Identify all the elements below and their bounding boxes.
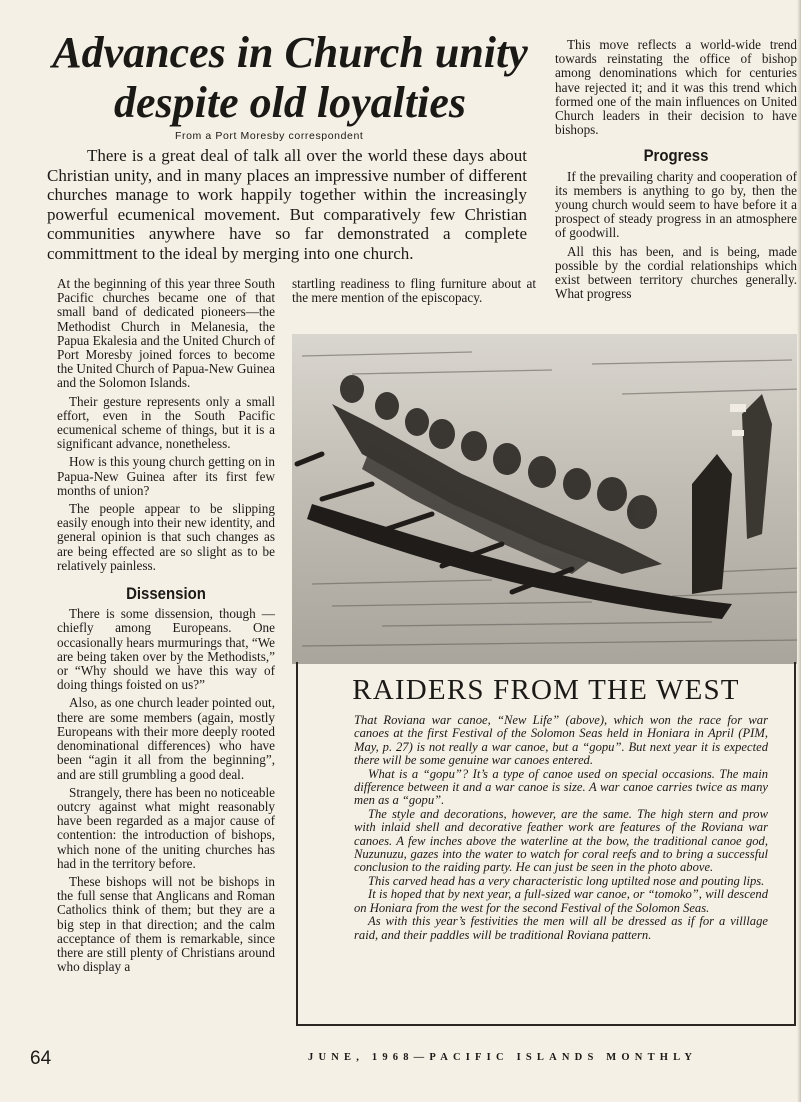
headline: [40, 28, 540, 128]
subhead-progress: Progress: [643, 146, 709, 166]
paragraph: Strangely, there has been no noticeable outcry against what might reasonably have been regarded as a major cause of contention: the introduction of bishops, which none of the uniting churches has had in the territory before.: [57, 784, 275, 871]
headline-line-2: despite old loyalties: [114, 78, 466, 127]
headline-line-1: Advances in Church unity: [52, 28, 528, 77]
paragraph: This move reflects a world-wide trend towards reinstating the office of bishop among denominations which for centuries have rejected it; and it was this trend which formed one of the main influences on United Church leaders in their decision to have bishops.: [555, 37, 797, 138]
paragraph: At the beginning of this year three South Pacific churches became one of that small band of dedicated pioneers—the Methodist Church in Melanesia, the Papua Ekalesia and the United Church of Port Moresby joined forces to become the United Church of Papua-New Guinea and the Solomon Islands.: [57, 276, 275, 391]
paragraph: If the prevailing charity and cooperation of its members is anything to go by, then the young church would seem to have before it a prospect of steady progress in an atmosphere of goodwill.: [555, 168, 797, 241]
paragraph: Also, as one church leader pointed out, there are some members (again, mostly Europeans with their more deeply rooted denominational differences) who have been “agin it all from the beginning”, and are still grumbling a good deal.: [57, 695, 275, 782]
standfirst: There is a great deal of talk all over the world these days about Christian unity, and in many places an impressive number of different churches manage to work happily together within the increasingly powerful ecumenical movement. But comparatively few Christian communities anywhere have so far demonstrated a complete committment to the ideal by merging into one church.: [47, 146, 527, 263]
caption-paragraph: The style and decorations, however, are the same. The high stern and prow with inlaid shell and decorative feather work are features of the Roviana war canoes. A few inches above the waterline at the bow, the traditional canoe god, Nuzunuzu, gazes into the water to watch for coral reefs and to bring a successful conclusion to the raiding party. He can just be seen in the photo above.: [354, 806, 768, 875]
column-3: [555, 38, 797, 305]
page-edge-shadow: [797, 0, 801, 1102]
column-1: [57, 277, 275, 978]
caption-paragraph: As with this year’s festivities the men will all be dressed as if for a villlage raid, and their paddles will be traditional Roviana pattern.: [354, 914, 768, 942]
page-number: 64: [30, 1048, 52, 1069]
byline: From a Port Moresby correspondent: [175, 130, 364, 142]
caption-paragraph: That Roviana war canoe, “New Life” (above), which won the race for war canoes at the first Festival of the Solomon Seas held in Honiara in April (PIM, May, p. 27) is not really a war canoe, but a “gopu”. But next year it is expected there will be some genuine war canoes entered.: [354, 713, 768, 768]
caption-paragraph: This carved head has a very characteristic long uptilted nose and pouting lips.: [368, 873, 765, 888]
column-2: [292, 277, 536, 309]
subhead-dissension: Dissension: [126, 584, 206, 604]
paragraph: Their gesture represents only a small effort, even in the South Pacific ecumenical scheme of things, but it is a significant advance, nonetheless.: [57, 393, 275, 452]
caption-paragraph: It is hoped that by next year, a full-sized war canoe, or “tomoko”, will descend on Honiara from the west for the second Festival of the Solomon Seas.: [354, 887, 768, 915]
caption-title: RAIDERS FROM THE WEST: [352, 674, 740, 706]
war-canoe-photo: [292, 334, 801, 664]
paragraph: All this has been, and is being, made possible by the cordial relationships which exist between territory churches generally. What progress: [555, 243, 797, 302]
paragraph: There is some dissension, though —chiefly among Europeans. One occasionally hears murmurings that, “We are being taken over by the Methodists,” or “Why should we have this way of doing things foisted on us?”: [57, 606, 275, 693]
running-footer: JUNE, 1968—PACIFIC ISLANDS MONTHLY: [308, 1052, 698, 1063]
paragraph: How is this young church getting on in Papua-New Guinea after its first few months of union?: [57, 454, 275, 498]
paragraph: These bishops will not be bishops in the full sense that Anglicans and Roman Catholics think of them; but they are a big step in that direction; and the calm acceptance of them is remarkable, since there are still plenty of Christians around who display a: [57, 873, 275, 975]
caption-paragraph: What is a “gopu”? It’s a type of canoe used on special occasions. The main difference between it and a war canoe is size. A war canoe carries twice as many men as a “gopu”.: [354, 766, 768, 808]
photo-image: [292, 334, 801, 664]
caption-text: [354, 714, 768, 942]
paragraph: The people appear to be slipping easily enough into their new identity, and general opinion is that such changes as are being effected are so slight as to be relatively painless.: [57, 501, 275, 573]
paragraph: startling readiness to fling furniture about at the mere mention of the episcopacy.: [292, 276, 536, 306]
